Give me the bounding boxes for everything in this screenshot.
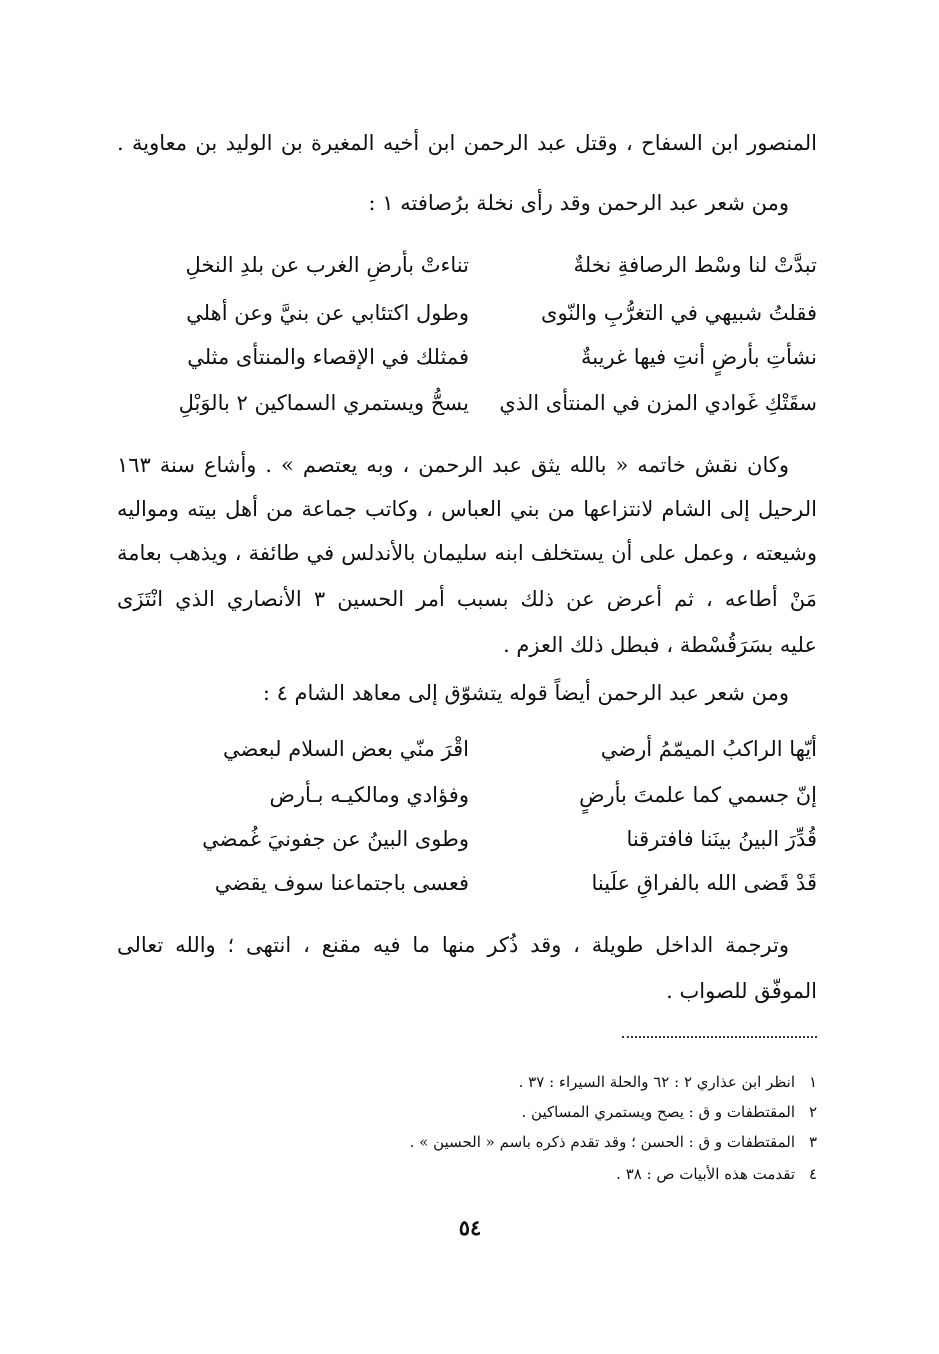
footnote <box>217 1130 817 1154</box>
prose-line: مَنْ أطاعه ، ثم أعرض عن ذلك بسبب أمر الحسين ٣ الأنصاري الذي انْتَزَى <box>117 587 817 611</box>
page-number: ٥٤ <box>458 1215 482 1240</box>
verse-hemistich-right: إنّ جسمي كما علمتَ بأرضٍ <box>579 783 817 807</box>
prose-line: وشيعته ، وعمل على أن يستخلف ابنه سليمان بالأندلس في طائفة ، ويذهب بعامة <box>117 541 817 565</box>
verse-hemistich-right: نشأتِ بأرضٍ أنتِ فيها غريبةٌ <box>581 345 817 369</box>
verse-hemistich-left: وطوى البينُ عن جفونيَ غُمضي <box>202 827 469 851</box>
footnote-number: ٤ <box>808 1165 817 1183</box>
footnote-text: المقتطفات و ق : الحسن ؛ وقد تقدم ذكره باسم « الحسين » . <box>409 1133 795 1151</box>
prose-line: الموفّق للصواب . <box>666 979 817 1003</box>
verse-hemistich-left: يسحُّ ويستمري السماكين ٢ بالوَبْلِ <box>178 391 469 415</box>
footnote-number: ١ <box>808 1073 817 1091</box>
prose-line: المنصور ابن السفاح ، وقتل عبد الرحمن ابن أخيه المغيرة بن الوليد بن معاوية . <box>117 131 817 155</box>
verse-hemistich-right: أيّها الراكبُ الميمّمُ أرضي <box>600 737 817 761</box>
prose-line: الرحيل إلى الشام لانتزاعها من بني العباس ، وكاتب جماعة من أهل بيته ومواليه <box>117 497 817 521</box>
prose-line: ومن شعر عبد الرحمن وقد رأى نخلة برُصافته ١ : <box>368 191 789 215</box>
footnote <box>217 1100 817 1124</box>
footnote-number: ٢ <box>808 1103 817 1121</box>
footnote-separator <box>622 1036 817 1038</box>
verse-hemistich-left: وفؤادي ومالكيـه بـأرض <box>269 783 469 807</box>
verse-hemistich-left: اقْرَ منّي بعض السلام لبعضي <box>222 737 469 761</box>
verse-hemistich-right: قُدِّرَ البينُ بينَنا فافترقنا <box>626 827 817 851</box>
footnote-text: تقدمت هذه الأبيات ص : ٣٨ . <box>616 1165 795 1183</box>
footnote-text: انظر ابن عذاري ٢ : ٦٢ والحلة السيراء : ٣٧ . <box>518 1073 795 1091</box>
verse-hemistich-right: قَدْ قَضى الله بالفراقِ علَينا <box>591 871 817 895</box>
prose-line: وترجمة الداخل طويلة ، وقد ذُكر منها ما فيه مقنع ، انتهى ؛ والله تعالى <box>117 933 789 957</box>
footnote <box>217 1070 817 1094</box>
verse-hemistich-right: سقَتْكِ غَوادي المزن في المنتأى الذي <box>499 391 817 415</box>
verse-hemistich-left: فعسى باجتماعنا سوف يقضي <box>214 871 469 895</box>
verse-hemistich-left: فمثلك في الإقصاء والمنتأى مثلي <box>187 345 469 369</box>
verse-hemistich-right: فقلتُ شبيهي في التغرُّبِ والنّوى <box>541 301 817 325</box>
verse-hemistich-right: تبدَّتْ لنا وسْط الرصافةِ نخلةٌ <box>573 253 817 277</box>
prose-line: عليه بسَرَقُسْطة ، فبطل ذلك العزم . <box>503 633 817 657</box>
verse-hemistich-left: تناءتْ بأرضِ الغرب عن بلدِ النخلِ <box>185 253 469 277</box>
footnote-text: المقتطفات و ق : يصح ويستمري المساكين . <box>521 1103 795 1121</box>
prose-line: وكان نقش خاتمه « بالله يثق عبد الرحمن ، وبه يعتصم » . وأشاع سنة ١٦٣ <box>117 453 789 477</box>
footnote-number: ٣ <box>808 1133 817 1151</box>
footnote <box>217 1162 817 1186</box>
verse-hemistich-left: وطول اكتئابي عن بنيَّ وعن أهلي <box>186 301 469 325</box>
prose-line: ومن شعر عبد الرحمن أيضاً قوله يتشوّق إلى معاهد الشام ٤ : <box>262 681 789 705</box>
